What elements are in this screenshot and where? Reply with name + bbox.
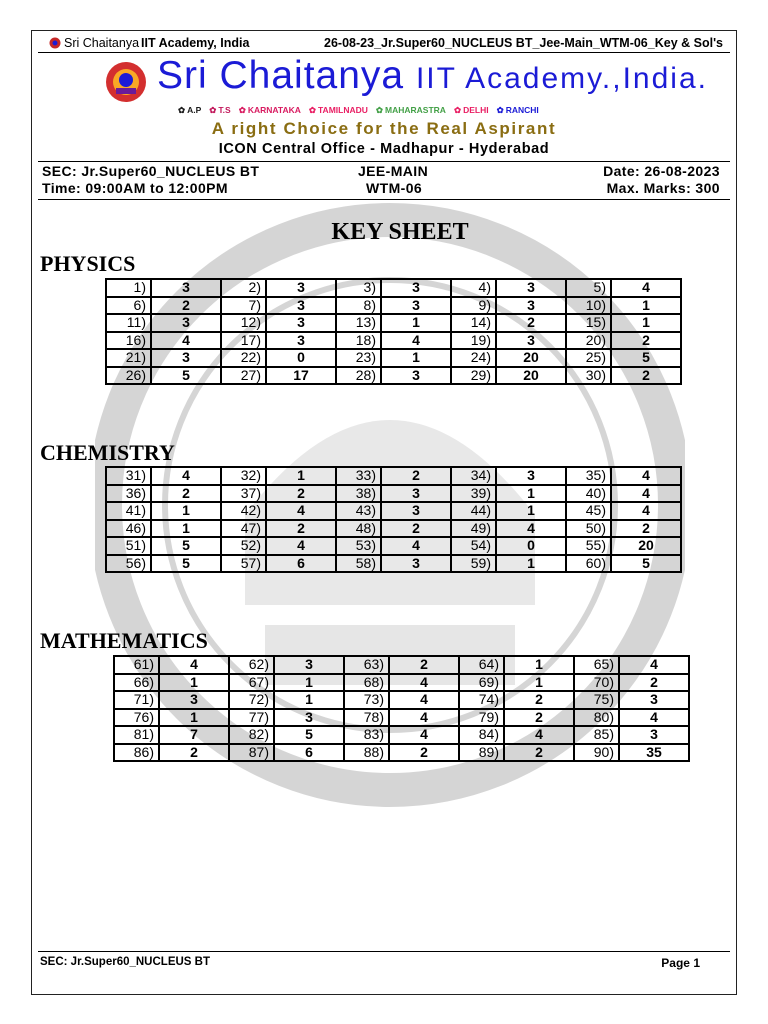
answer-value: 3 [497,468,567,486]
question-number: 30) [567,368,612,384]
question-number: 28) [337,368,382,384]
question-number: 71) [115,692,160,710]
question-number: 80) [575,710,620,728]
answer-value: 1 [267,468,337,486]
question-number: 51) [107,538,152,556]
answer-value: 1 [497,556,567,572]
answer-value: 2 [497,315,567,333]
question-number: 84) [460,727,505,745]
flower-bullet-icon: ✿ [308,105,316,115]
answer-value: 3 [275,710,345,728]
question-number: 70) [575,675,620,693]
question-number: 58) [337,556,382,572]
answer-value: 1 [612,315,680,333]
answer-row [107,538,680,556]
answer-value: 2 [382,468,452,486]
question-number: 63) [345,657,390,675]
answer-row [115,745,688,761]
question-number: 86) [115,745,160,761]
answer-value: 3 [267,298,337,316]
header-brand-prefix: Sri Chaitanya [64,36,140,50]
sri-chaitanya-logo-icon [104,60,148,104]
answer-value: 2 [267,486,337,504]
answer-value: 2 [505,745,575,761]
answer-value: 2 [160,745,230,761]
answer-value: 1 [612,298,680,316]
question-number: 49) [452,521,497,539]
state-label: KARNATAKA [247,105,301,115]
flower-bullet-icon: ✿ [178,105,186,115]
question-number: 41) [107,503,152,521]
answer-value: 1 [152,503,222,521]
answer-value: 2 [152,486,222,504]
question-number: 79) [460,710,505,728]
question-number: 50) [567,521,612,539]
answer-value: 3 [497,298,567,316]
answer-value: 1 [382,350,452,368]
question-number: 22) [222,350,267,368]
answer-value: 2 [390,745,460,761]
question-number: 16) [107,333,152,351]
answer-table-physics [105,278,682,385]
question-number: 75) [575,692,620,710]
answer-row [107,468,680,486]
question-number: 77) [230,710,275,728]
answer-row [107,556,680,572]
question-number: 57) [222,556,267,572]
question-number: 39) [452,486,497,504]
answer-row [107,521,680,539]
question-number: 17) [222,333,267,351]
answer-value: 1 [160,710,230,728]
state-item [376,105,450,115]
answer-table-mathematics [113,655,690,762]
footer-page-number: Page 1 [661,956,700,970]
answer-value: 4 [390,727,460,745]
answer-row [115,657,688,675]
answer-value: 4 [267,538,337,556]
question-number: 44) [452,503,497,521]
answer-value: 35 [646,743,662,760]
answer-value: 2 [612,521,680,539]
question-number: 60) [567,556,612,572]
answer-value: 0 [497,538,567,556]
question-number: 68) [345,675,390,693]
answer-value: 5 [152,556,222,572]
question-number: 67) [230,675,275,693]
question-number: 88) [345,745,390,761]
section-title-chemistry: CHEMISTRY [40,440,175,465]
question-number: 64) [460,657,505,675]
question-number: 45) [567,503,612,521]
question-number: 62) [230,657,275,675]
answer-row [107,368,680,384]
question-number: 1) [107,280,152,298]
answer-row [115,675,688,693]
exam-time: Time: 09:00AM to 12:00PM [42,180,228,196]
answer-row [107,298,680,316]
question-number: 26) [107,368,152,384]
flower-bullet-icon: ✿ [209,105,217,115]
question-number: 42) [222,503,267,521]
answer-value: 3 [382,280,452,298]
question-number: 15) [567,315,612,333]
state-item [309,105,372,115]
answer-value: 4 [152,333,222,351]
logo-small-icon [48,37,62,49]
answer-value: 0 [267,350,337,368]
question-number: 85) [575,727,620,745]
answer-value: 3 [382,486,452,504]
question-number: 40) [567,486,612,504]
question-number: 5) [567,280,612,298]
answer-value: 3 [382,503,452,521]
question-number: 34) [452,468,497,486]
question-number: 69) [460,675,505,693]
question-number: 31) [107,468,152,486]
answer-value: 1 [505,657,575,675]
state-label: RANCHI [505,105,539,115]
answer-value: 4 [390,692,460,710]
footer-section: SEC: Jr.Super60_NUCLEUS BT [40,956,210,968]
exam-test: WTM-06 [366,180,423,196]
answer-value: 17 [267,368,337,384]
question-number: 21) [107,350,152,368]
question-number: 29) [452,368,497,384]
answer-value: 3 [267,333,337,351]
answer-value: 2 [152,298,222,316]
question-number: 4) [452,280,497,298]
answer-value: 3 [152,350,222,368]
footer-rule [38,951,730,952]
answer-row [115,710,688,728]
office-address: ICON Central Office - Madhapur - Hyderabad [218,141,550,157]
section-title-physics: PHYSICS [40,251,136,276]
flower-bullet-icon: ✿ [453,105,462,115]
answer-value: 2 [612,333,680,351]
answer-value: 3 [620,692,688,710]
answer-value: 4 [382,333,452,351]
answer-value: 4 [160,657,230,675]
question-number: 72) [230,692,275,710]
question-number: 24) [452,350,497,368]
state-list [178,105,547,116]
answer-value: 3 [620,727,688,745]
answer-value: 4 [620,710,688,728]
state-label: A.P [187,105,202,115]
question-number: 27) [222,368,267,384]
answer-value: 4 [382,538,452,556]
brand-name: Sri Chaitanya [157,54,405,97]
header-brand-suffix: IIT Academy, India [141,36,250,50]
answer-value: 6 [267,556,337,572]
answer-value: 3 [152,315,222,333]
answer-value: 5 [275,727,345,745]
answer-row [107,486,680,504]
question-number: 13) [337,315,382,333]
answer-value: 6 [275,745,345,761]
question-number: 3) [337,280,382,298]
answer-value: 3 [382,556,452,572]
running-header [48,36,723,52]
question-number: 8) [337,298,382,316]
question-number: 47) [222,521,267,539]
answer-value: 20 [497,368,567,384]
section-title-mathematics: MATHEMATICS [40,628,208,653]
exam-max-marks: Max. Marks: 300 [606,180,720,196]
answer-row [115,727,688,745]
answer-value: 20 [497,350,567,368]
state-label: DELHI [463,105,489,115]
question-number: 46) [107,521,152,539]
question-number: 65) [575,657,620,675]
answer-value: 4 [497,521,567,539]
answer-value: 2 [382,521,452,539]
answer-value: 2 [642,366,650,383]
answer-value: 4 [267,503,337,521]
answer-value: 3 [267,280,337,298]
answer-value: 5 [152,368,222,384]
exam-name: JEE-MAIN [358,163,429,179]
answer-value: 7 [160,727,230,745]
question-number: 76) [115,710,160,728]
question-number: 9) [452,298,497,316]
answer-value: 3 [497,280,567,298]
answer-value: 1 [497,503,567,521]
answer-row [107,350,680,368]
question-number: 55) [567,538,612,556]
header-rule [38,52,730,53]
state-item [454,105,493,115]
question-number: 66) [115,675,160,693]
answer-value: 1 [160,675,230,693]
answer-value: 3 [152,280,222,298]
question-number: 74) [460,692,505,710]
answer-value: 20 [612,538,680,556]
answer-value: 5 [152,538,222,556]
question-number: 89) [460,745,505,761]
question-number: 35) [567,468,612,486]
exam-date: Date: 26-08-2023 [603,163,720,179]
question-number: 10) [567,298,612,316]
question-number: 83) [345,727,390,745]
state-item [209,105,234,115]
answer-row [107,315,680,333]
question-number: 37) [222,486,267,504]
question-number: 32) [222,468,267,486]
question-number: 90) [575,745,620,761]
question-number: 54) [452,538,497,556]
answer-value: 4 [505,727,575,745]
answer-value: 1 [382,315,452,333]
answer-value: 4 [612,503,680,521]
answer-value: 2 [267,521,337,539]
answer-value: 4 [612,468,680,486]
answer-value: 1 [275,675,345,693]
answer-value: 3 [267,315,337,333]
answer-value: 4 [152,468,222,486]
question-number: 20) [567,333,612,351]
question-number: 23) [337,350,382,368]
answer-value: 3 [382,368,452,384]
info-top-rule [38,161,730,162]
question-number: 48) [337,521,382,539]
question-number: 2) [222,280,267,298]
brand-suffix: IIT Academy.,India. [415,62,708,95]
question-number: 52) [222,538,267,556]
answer-value: 2 [390,657,460,675]
state-label: T.S [218,105,231,115]
answer-value: 4 [620,657,688,675]
answer-value: 5 [612,350,680,368]
answer-value: 2 [505,710,575,728]
key-sheet-title: KEY SHEET [331,219,469,245]
answer-value: 1 [505,675,575,693]
answer-row [107,503,680,521]
question-number: 61) [115,657,160,675]
answer-value: 3 [275,657,345,675]
question-number: 18) [337,333,382,351]
question-number: 12) [222,315,267,333]
question-number: 36) [107,486,152,504]
question-number: 87) [230,745,275,761]
question-number: 19) [452,333,497,351]
answer-value: 3 [160,692,230,710]
header-doc-ref: 26-08-23_Jr.Super60_NUCLEUS BT_Jee-Main_WTM-06_Key & Sol's [324,36,723,50]
flower-bullet-icon: ✿ [238,105,246,115]
question-number: 73) [345,692,390,710]
state-item [239,105,305,115]
question-number: 78) [345,710,390,728]
answer-value: 1 [152,521,222,539]
exam-section: SEC: Jr.Super60_NUCLEUS BT [42,163,260,179]
question-number: 81) [115,727,160,745]
question-number: 7) [222,298,267,316]
tagline: A right Choice for the Real Aspirant [211,119,557,138]
flower-bullet-icon: ✿ [496,105,504,115]
question-number: 82) [230,727,275,745]
question-number: 38) [337,486,382,504]
question-number: 11) [107,315,152,333]
answer-value: 1 [497,486,567,504]
answer-value: 2 [620,675,688,693]
flower-bullet-icon: ✿ [375,105,384,115]
answer-value: 2 [505,692,575,710]
answer-value: 4 [612,280,680,298]
answer-value: 4 [390,675,460,693]
answer-row [115,692,688,710]
answer-row [107,333,680,351]
question-number: 43) [337,503,382,521]
brand-title [157,54,708,98]
state-item [497,105,543,115]
answer-row [107,280,680,298]
question-number: 25) [567,350,612,368]
answer-value: 3 [382,298,452,316]
info-bottom-rule [38,199,730,200]
question-number: 14) [452,315,497,333]
answer-value: 3 [497,333,567,351]
state-label: MAHARASTRA [385,105,446,115]
answer-value: 1 [275,692,345,710]
state-label: TAMILNADU [318,105,368,115]
question-number: 33) [337,468,382,486]
answer-table-chemistry [105,466,682,573]
answer-value: 4 [390,710,460,728]
question-number: 53) [337,538,382,556]
answer-value: 4 [612,486,680,504]
question-number: 59) [452,556,497,572]
question-number: 56) [107,556,152,572]
answer-value: 5 [642,554,650,571]
question-number: 6) [107,298,152,316]
state-item [178,105,205,115]
